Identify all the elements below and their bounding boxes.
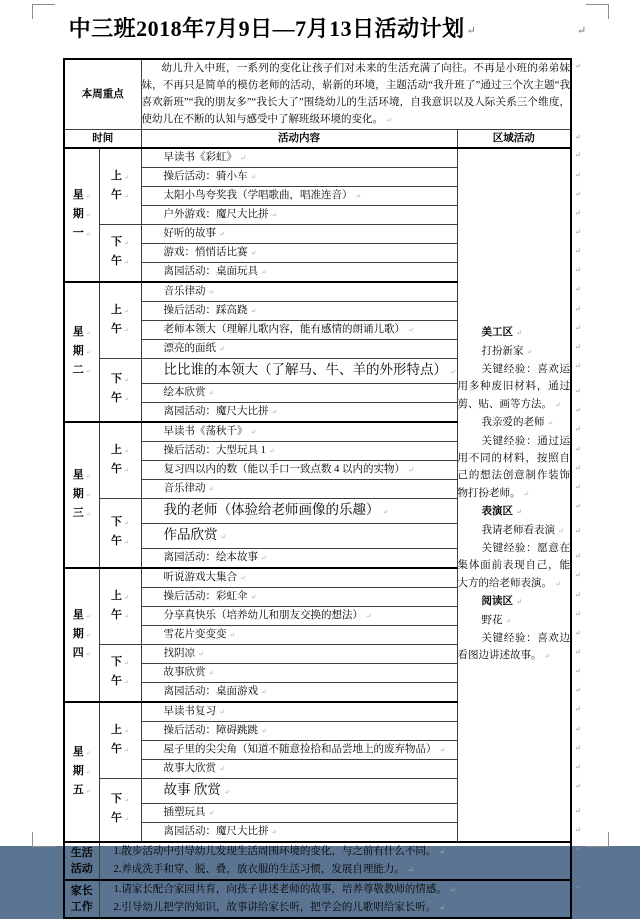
row-end-mark: ↵ [575, 62, 581, 70]
region-activity-exp: 关键经验：喜欢运用多种废旧材料，通过剪、贴、画等方法。 ↵ [458, 361, 571, 414]
crop-mark-top-right [586, 4, 609, 19]
activity-cell: 故事 欣赏 ↵ [141, 779, 457, 804]
parent-work-row [64, 880, 571, 918]
row-end-mark: ↵ [575, 705, 581, 713]
period-label-am: 上 ↵ 午 ↵ [99, 148, 141, 225]
weekly-plan-table [63, 58, 572, 919]
header-time: 时间 [64, 130, 141, 149]
activity-cell: 老师本领大（理解儿歌内容，能有感情的朗诵儿歌） ↵ [141, 321, 457, 340]
row-end-mark: ↵ [575, 648, 581, 656]
parent-work-label: 家长 工作 [64, 880, 99, 918]
activity-cell: 早读书《彩虹》 ↵ [141, 148, 457, 168]
region-activity-exp: 关键经验：喜欢边看图边讲述故事。 ↵ [458, 630, 571, 666]
period-label-pm: 下 ↵ 午 ↵ [99, 225, 141, 283]
row-end-mark: ↵ [575, 266, 581, 274]
crop-mark-bottom-left [32, 832, 55, 847]
row-end-mark: ↵ [575, 171, 581, 179]
row-end-mark: ↵ [575, 362, 581, 370]
row-end-mark: ↵ [575, 667, 581, 675]
day-label-0: 星 ↵ 期 ↵ 一 ↵ [64, 148, 99, 282]
row-end-mark: ↵ [575, 725, 581, 733]
day-label-2: 星 ↵ 期 ↵ 三 ↵ [64, 422, 99, 568]
row-end-mark: ↵ [575, 807, 581, 815]
row-end-mark: ↵ [575, 744, 581, 752]
region-activity-exp: 关键经验：愿意在集体面前表现自己，能大方的给老师表演。 ↵ [458, 540, 571, 593]
life-activity-content [99, 842, 571, 880]
row-end-mark: ↵ [575, 483, 581, 491]
activity-cell: 作品欣赏 ↵ [141, 524, 457, 549]
parent-work-content [99, 880, 571, 918]
paragraph-mark: ↵ [577, 25, 587, 37]
day-label-4: 星 ↵ 期 ↵ 五 ↵ [64, 702, 99, 842]
activity-cell: 离园活动：绘本故事 ↵ [141, 549, 457, 569]
activity-cell: 听说游戏大集合 ↵ [141, 568, 457, 588]
weekly-focus-label: 本周重点 [64, 59, 141, 130]
row-end-mark: ↵ [575, 883, 581, 891]
activity-cell: 故事大欣赏 ↵ [141, 760, 457, 779]
row-end-mark: ↵ [575, 425, 581, 433]
region-activity-section: 阅读区 ↵ [458, 593, 571, 611]
activity-cell: 音乐律动 ↵ [141, 282, 457, 302]
row-end-mark: ↵ [575, 133, 581, 141]
activity-cell: 户外游戏：魔尺大比拼 ↵ [141, 206, 457, 225]
row-end-mark: ↵ [575, 387, 581, 395]
activity-cell: 操后活动：大型玩具 1 ↵ [141, 442, 457, 461]
weekly-focus-text: 幼儿升入中班，一系列的变化让孩子们对未来的生活充满了向往。不再是小班的弟弟妹妹，不再只是简单的模仿老师的活动，崭新的环境，主题活动“我升班了”通过三个次主题“我喜欢新班”“我的朋友多”“我长大了”围绕幼儿的生活环境，自我意识以及人际关系三个维度，使幼儿在不断的认知与感受中了解班级环境的变化。 ↵ [141, 59, 571, 130]
life-activity-label: 生活 活动 [64, 842, 99, 880]
header-region-activity: 区域活动 [457, 130, 571, 149]
row-end-mark: ↵ [575, 324, 581, 332]
period-label-pm: 下 ↵ 午 ↵ [99, 359, 141, 423]
crop-mark-bottom-right [586, 832, 609, 847]
period-label-am: 上 ↵ 午 ↵ [99, 282, 141, 359]
activity-cell: 操后活动：骑小车 ↵ [141, 168, 457, 187]
period-label-pm: 下 ↵ 午 ↵ [99, 499, 141, 569]
row-end-mark: ↵ [575, 591, 581, 599]
row-end-mark: ↵ [575, 285, 581, 293]
day-label-1: 星 ↵ 期 ↵ 二 ↵ [64, 282, 99, 422]
row-end-mark: ↵ [575, 305, 581, 313]
activity-row [64, 148, 571, 168]
row-end-mark: ↵ [575, 552, 581, 560]
parent-work-item: 2.引导幼儿把学的知识，故事讲给家长听，把学会的儿歌唱给家长听。 ↵ [100, 899, 571, 917]
activity-cell: 离园活动：魔尺大比拼 ↵ [141, 823, 457, 843]
period-label-pm: 下 ↵ 午 ↵ [99, 779, 141, 843]
row-end-mark: ↵ [575, 151, 581, 159]
region-activity-exp: 关键经验：通过运用不同的材料，按照自己的想法创意制作装饰物打扮老师。 ↵ [458, 433, 571, 504]
region-activity-item: 野花 ↵ [458, 612, 571, 630]
page-title: 中三班2018年7月9日—7月13日活动计划 ↵ [68, 16, 477, 41]
period-label-am: 上 ↵ 午 ↵ [99, 568, 141, 645]
page-edge-left [0, 0, 5, 846]
row-end-mark: ↵ [575, 763, 581, 771]
activity-cell: 故事欣赏 ↵ [141, 664, 457, 683]
activity-cell: 游戏：悄悄话比赛 ↵ [141, 244, 457, 263]
period-label-am: 上 ↵ 午 ↵ [99, 422, 141, 499]
activity-cell: 复习四以内的数（能以手口一致点数 4 以内的实物） ↵ [141, 461, 457, 480]
row-end-mark: ↵ [575, 502, 581, 510]
activity-cell: 分享真快乐（培养幼儿和朋友交换的想法） ↵ [141, 607, 457, 626]
activity-cell: 雪花片变变变 ↵ [141, 626, 457, 645]
table-header-row [64, 130, 571, 149]
activity-cell: 离园活动：魔尺大比拼 ↵ [141, 403, 457, 423]
row-end-mark: ↵ [575, 406, 581, 414]
row-end-mark: ↵ [575, 209, 581, 217]
activity-cell: 早读书复习 ↵ [141, 702, 457, 722]
activity-cell: 离园活动：桌面游戏 ↵ [141, 683, 457, 703]
life-activity-item: 2.养成洗手和穿、脱、叠，放衣服的生活习惯，发展自理能力。 ↵ [100, 861, 571, 879]
activity-cell: 操后活动：踩高跷 ↵ [141, 302, 457, 321]
life-activity-item: 1.散步活动中引导幼儿发现生活周围环境的变化，与之前有什么不同。 ↵ [100, 843, 571, 861]
row-end-mark: ↵ [575, 826, 581, 834]
activity-cell: 绘本欣赏 ↵ [141, 384, 457, 403]
parent-work-item: 1.请家长配合家园共育，向孩子讲述老师的故事，培养尊敬教师的情感。 ↵ [100, 881, 571, 899]
activity-cell: 离园活动：桌面玩具 ↵ [141, 263, 457, 283]
row-end-mark: ↵ [575, 629, 581, 637]
activity-cell: 太阳小鸟夸奖我（学唱歌曲，唱准连音） ↵ [141, 187, 457, 206]
row-end-mark: ↵ [575, 343, 581, 351]
header-activity-content: 活动内容 [141, 130, 457, 149]
region-activity-section: 表演区 ↵ [458, 503, 571, 521]
activity-cell: 音乐律动 ↵ [141, 480, 457, 499]
row-end-mark: ↵ [575, 782, 581, 790]
activity-cell: 操后活动：障碍跳跳 ↵ [141, 722, 457, 741]
activity-cell: 操后活动：彩虹伞 ↵ [141, 588, 457, 607]
life-activity-row [64, 842, 571, 880]
activity-cell: 插塑玩具 ↵ [141, 804, 457, 823]
day-label-3: 星 ↵ 期 ↵ 四 ↵ [64, 568, 99, 702]
weekly-focus-row [64, 59, 571, 130]
period-label-pm: 下 ↵ 午 ↵ [99, 645, 141, 703]
row-end-mark: ↵ [575, 247, 581, 255]
region-activities-cell [457, 148, 571, 842]
activity-cell: 漂亮的面纸 ↵ [141, 340, 457, 359]
row-end-mark: ↵ [575, 845, 581, 853]
activity-cell: 比比谁的本领大（了解马、牛、羊的外形特点） ↵ [141, 359, 457, 384]
region-activity-item: 我请老师看表演 ↵ [458, 522, 571, 540]
row-end-mark: ↵ [575, 527, 581, 535]
activity-cell: 早读书《荡秋千》 ↵ [141, 422, 457, 442]
activity-cell: 我的老师（体验给老师画像的乐趣） ↵ [141, 499, 457, 524]
period-label-am: 上 ↵ 午 ↵ [99, 702, 141, 779]
page-edge-right [631, 0, 640, 846]
row-end-mark: ↵ [575, 445, 581, 453]
row-end-mark: ↵ [575, 610, 581, 618]
activity-cell: 找阴凉 ↵ [141, 645, 457, 664]
row-end-mark: ↵ [575, 571, 581, 579]
region-activity-item: 我亲爱的老师 ↵ [458, 414, 571, 432]
row-end-mark: ↵ [575, 686, 581, 694]
region-activity-item: 打扮新家 ↵ [458, 343, 571, 361]
paragraph-mark: ↵ [466, 25, 477, 38]
activity-cell: 屋子里的尖尖角（知道不随意捡拾和品尝地上的废弃物品） ↵ [141, 741, 457, 760]
row-end-mark: ↵ [575, 190, 581, 198]
row-end-mark: ↵ [575, 464, 581, 472]
row-end-mark: ↵ [575, 228, 581, 236]
region-activity-section: 美工区 ↵ [458, 324, 571, 342]
activity-cell: 好听的故事 ↵ [141, 225, 457, 244]
